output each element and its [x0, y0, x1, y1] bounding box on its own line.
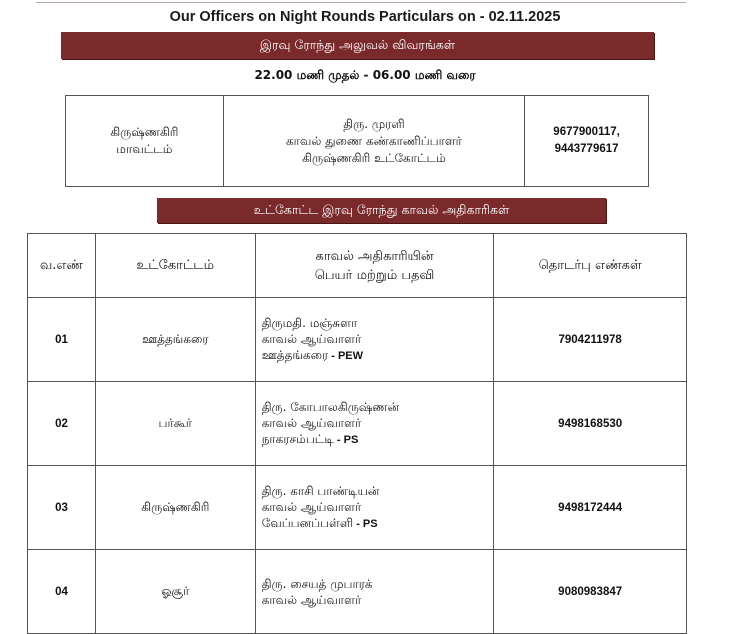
header-officer-line1: காவல் அதிகாரியின் — [315, 248, 434, 264]
officer-phone-cell — [525, 96, 649, 187]
row-officer-name: திரு. காசி பாண்டியன் — [261, 484, 380, 498]
row-officer-station-line — [262, 431, 494, 448]
header-sno: வ.எண் — [28, 234, 96, 298]
row-officer-rank: காவல் ஆய்வாளர் — [261, 500, 362, 514]
row-sno: 04 — [28, 550, 96, 634]
row-sno: 03 — [28, 466, 96, 550]
row-officer — [255, 298, 494, 382]
row-sno: 01 — [28, 298, 96, 382]
row-officer-station-line — [262, 347, 494, 364]
row-officer-station: நாகரசம்பட்டி — [261, 432, 334, 446]
row-phone: 7904211978 — [494, 298, 687, 382]
officer-phone-1: 9677900117, — [553, 126, 620, 138]
row-subdivision: ஊத்தங்கரை — [95, 298, 255, 382]
officer-cell — [223, 96, 524, 187]
row-officer-rank: காவல் ஆய்வாளர் — [261, 592, 362, 607]
table-row — [28, 466, 687, 550]
top-border-line — [36, 0, 686, 3]
header-officer — [255, 234, 494, 298]
row-officer-rank: காவல் ஆய்வாளர் — [261, 416, 362, 430]
district-cell — [66, 96, 224, 187]
row-officer-name: திருமதி. மஞ்சுளா — [261, 316, 358, 330]
row-officer-station-line — [262, 515, 494, 532]
row-officer-station: வேப்பனப்பள்ளி — [261, 516, 354, 530]
row-officer-station: ஊத்தங்கரை — [261, 348, 329, 362]
row-officer-rank: காவல் ஆய்வாளர் — [261, 332, 362, 346]
district-name: கிருஷ்ணகிரி — [110, 125, 179, 139]
row-officer-tag: - PS — [353, 518, 378, 530]
row-officer-name: திரு. சையத் முபாரக் — [261, 576, 373, 591]
row-officer-name: திரு. கோபாலகிருஷ்ணன் — [261, 400, 400, 414]
row-officer-tag: - PS — [333, 434, 359, 446]
table-row — [28, 298, 687, 382]
subdivision-officers-banner: உட்கோட்ட இரவு ரோந்து காவல் அதிகாரிகள் — [157, 198, 606, 223]
district-officer-row — [66, 96, 649, 187]
time-range: 22.00 மணி முதல் - 06.00 மணி வரை — [254, 68, 476, 82]
officer-office: கிருஷ்ணகிரி உட்கோட்டம் — [302, 150, 446, 165]
officer-designation: காவல் துணை கண்காணிப்பாளர் — [285, 133, 462, 148]
row-officer-tag: - PEW — [328, 350, 364, 362]
row-subdivision: ஓசூர் — [95, 550, 255, 634]
night-rounds-banner: இரவு ரோந்து அலுவல் விவரங்கள் — [61, 32, 654, 59]
header-officer-line2: பெயர் மற்றும் பதவி — [314, 267, 435, 283]
row-phone: 9080983847 — [494, 550, 687, 634]
row-officer — [255, 382, 494, 466]
district-officer-table — [65, 95, 649, 187]
row-phone: 9498172444 — [494, 466, 687, 550]
officer-phone-2: 9443779617 — [554, 143, 619, 155]
row-officer — [255, 466, 494, 550]
header-contact: தொடர்பு எண்கள் — [494, 234, 687, 298]
row-sno: 02 — [28, 382, 96, 466]
header-subdivision: உட்கோட்டம் — [95, 234, 255, 298]
officer-name: திரு. முரளி — [343, 116, 405, 131]
page-title: Our Officers on Night Rounds Particulars on - 02.11.2025 — [169, 9, 561, 25]
district-label: மாவட்டம் — [116, 142, 173, 156]
table-row — [28, 382, 687, 466]
row-subdivision: பர்கூர் — [95, 382, 255, 466]
table-row — [28, 550, 687, 634]
officers-table-header — [28, 234, 687, 298]
row-phone: 9498168530 — [494, 382, 687, 466]
row-officer — [255, 550, 494, 634]
officers-table — [27, 233, 687, 634]
row-subdivision: கிருஷ்ணகிரி — [95, 466, 255, 550]
